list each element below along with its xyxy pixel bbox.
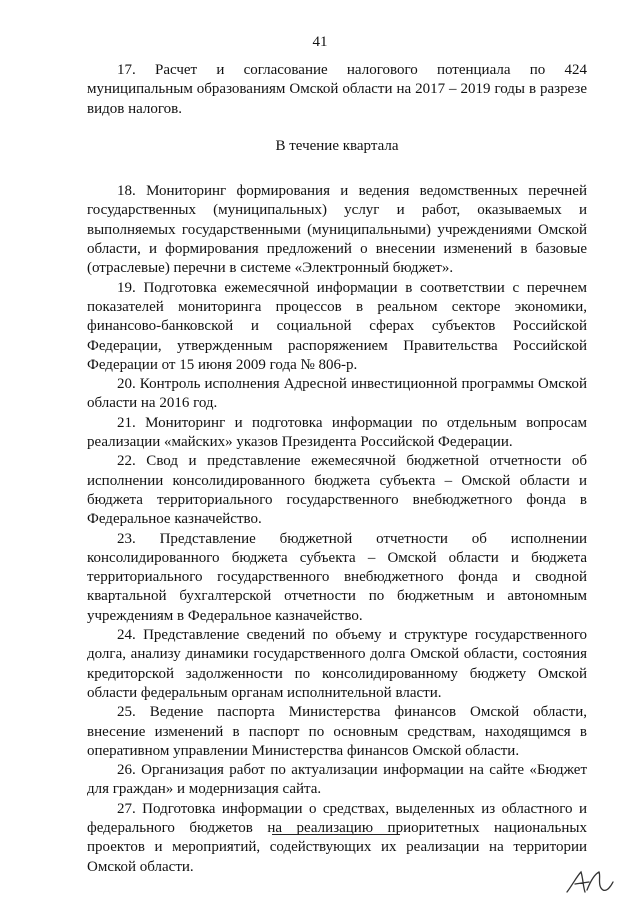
- list-item: 21. Мониторинг и подготовка информации по отдельным вопросам реализации «майских» указов Президента Российской Федерации.: [87, 414, 587, 451]
- list-item: 19. Подготовка ежемесячной информации в соответствии с перечнем показателей мониторинга процессов в реальном секторе экономики, финансово-банковской и социальной сферах субъектов Российской Федерации, утвержденным распоряжением Правительства Российской Федерации от 15 июня 2009 года № 806-р.: [87, 279, 587, 373]
- list-item: 23. Представление бюджетной отчетности об исполнении консолидированного бюджета субъекта – Омской области и бюджета территориального государственного внебюджетного фонда и сводной квартальной бухгалтерской отчетности по бюджетным и автономным учреждениям в Федеральное казначейство.: [87, 530, 587, 624]
- end-separator-line: [272, 834, 400, 835]
- list-item: 25. Ведение паспорта Министерства финансов Омской области, внесение изменений в паспорт по основным средствам, находящимся в оперативном управлении Министерства финансов Омской области.: [87, 704, 587, 759]
- list-item: 24. Представление сведений по объему и структуре государственного долга, анализу динамики государственного долга Омской области, состояния кредиторской задолженности по консолидированному бюджету Омской области федеральным органам исполнительной власти.: [87, 627, 587, 701]
- list-item: 18. Мониторинг формирования и ведения ведомственных перечней государственных (муниципальных) услуг и работ, оказываемых и выполняемых государственными (муниципальными) учреждениями Омской области, и формирования предложений о внесении изменений в базовые (отраслевые) перечни в системе «Электронный бюджет».: [87, 183, 587, 277]
- page-number: 41: [312, 34, 328, 50]
- list-item: 22. Свод и представление ежемесячной бюджетной отчетности об исполнении консолидированного бюджета субъекта – Омской области и бюджета территориального государственного внебюджетного фонда в Федеральное казначейство.: [87, 453, 587, 528]
- list-item: 20. Контроль исполнения Адресной инвестиционной программы Омской области на 2016 год.: [87, 376, 587, 412]
- list-item: 26. Организация работ по актуализации информации на сайте «Бюджет для граждан» и модернизация сайта.: [87, 762, 587, 798]
- signature-mark: [563, 866, 615, 896]
- section-heading: В течение квартала: [275, 137, 399, 154]
- list-item: 17. Расчет и согласование налогового потенциала по 424 муниципальным образованиям Омской области на 2017 – 2019 годы в разрезе видов налогов.: [87, 62, 587, 117]
- document-body: [87, 61, 587, 877]
- list-item: 27. Подготовка информации о средствах, выделенных из областного и федерального бюджетов на реализацию приоритетных национальных проектов и мероприятий, содействующих их реализации на территории Омской области.: [87, 800, 587, 875]
